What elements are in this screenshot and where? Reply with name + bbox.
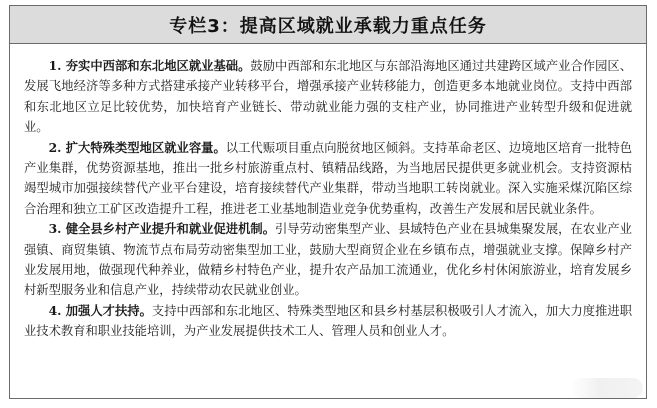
column-title: 专栏3：提高区域就业承载力重点任务 xyxy=(169,15,487,37)
task-item-2 xyxy=(24,138,632,220)
task-heading-3: 3. 健全县乡村产业提升和就业促进机制。 xyxy=(48,221,275,237)
column-box xyxy=(9,5,647,399)
task-body-2: 以工代赈项目重点向脱贫地区倾斜。支持革命老区、边境地区培育一批特色产业集群，优势资源基地，推出一批乡村旅游重点村、镇精品线路，为当地居民提供更多就业机会。支持资源枯竭型城市加强接续替代产业平台建设，培育接续替代产业集群，带动当地职工转岗就业。深入实施采煤沉陷区综合治理和独立工矿区改造提升工程，推进老工业基地制造业竞争优势重构，改善生产发展和居民就业条件。 xyxy=(24,140,632,216)
task-body-4: 支持中西部和东北地区、特殊类型地区和县乡村基层积极吸引人才流入，加大力度推进职业技术教育和职业技能培训，为产业发展提供技术工人、管理人员和创业人才。 xyxy=(24,303,632,339)
task-item-3 xyxy=(24,219,632,301)
task-heading-4: 4. 加强人才扶持。 xyxy=(48,302,152,318)
watermark-blur xyxy=(571,378,643,398)
title-bar xyxy=(10,6,646,44)
task-item-4 xyxy=(24,301,632,342)
task-heading-2: 2. 扩大特殊类型地区就业容量。 xyxy=(48,139,226,155)
task-heading-1: 1. 夯实中西部和东北地区就业基础。 xyxy=(48,58,251,73)
task-body-3: 引导劳动密集型产业、县域特色产业在县城集聚发展，在农业产业强镇、商贸集镇、物流节点布局劳动密集型加工业，鼓励大型商贸企业在乡镇布点，增强就业支撑。保障乡村产业发展用地，做强现代种养业，做精乡村特色产业，提升农产品加工流通业，优化乡村休闲旅游业，培育发展乡村新型服务业和信息产业，持续带动农民就业创业。 xyxy=(24,222,632,298)
column-content xyxy=(10,44,646,342)
task-body-1: 鼓励中西部和东北地区与东部沿海地区通过共建跨区域产业合作园区、发展飞地经济等多种方式搭建承接产业转移平台，增强承接产业转移能力，创造更多本地就业岗位。支持中西部和东北地区立足比较优势，加快培育产业链长、带动就业能力强的支柱产业，协同推进产业转型升级和促进就业。 xyxy=(24,59,632,135)
task-item-1 xyxy=(24,56,632,138)
